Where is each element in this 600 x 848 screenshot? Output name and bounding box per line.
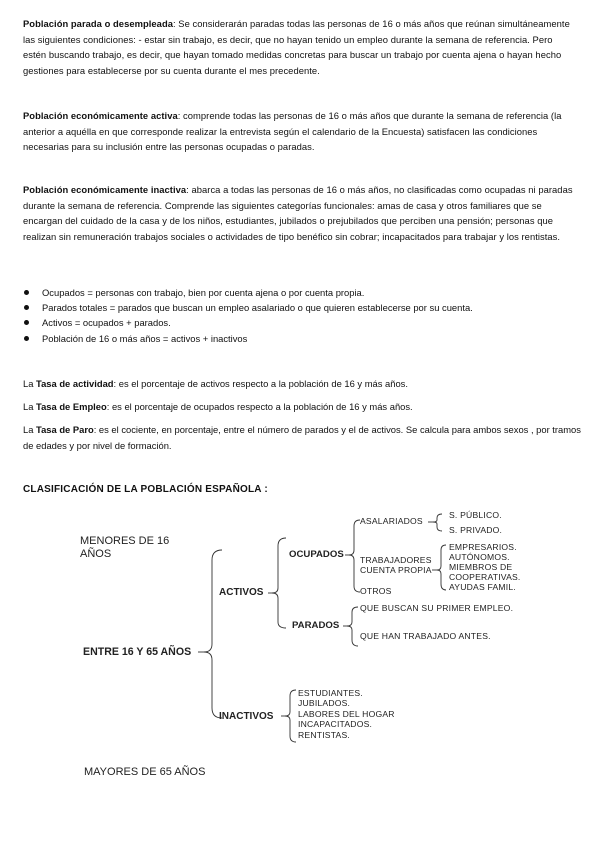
rate-prefix: La	[23, 401, 37, 412]
list-item-text: Ocupados = personas con trabajo, bien por cuenta ajena o por cuenta propia.	[42, 287, 365, 298]
cooperativas-label: COOPERATIVAS.	[449, 572, 521, 582]
main-bracket	[204, 550, 222, 718]
labores-label: LABORES DEL HOGAR	[298, 709, 395, 719]
list-item-text: Activos = ocupados + parados.	[42, 317, 171, 329]
asalariados-label: ASALARIADOS	[360, 516, 423, 526]
autonomos-label: AUTÓNOMOS.	[449, 552, 510, 562]
cuenta-propia-bracket	[437, 545, 446, 590]
bullet-icon	[24, 305, 29, 310]
estudiantes-label: ESTUDIANTES.	[298, 688, 363, 698]
activos-bracket	[272, 538, 286, 628]
incapacitados-label: INCAPACITADOS.	[298, 719, 373, 729]
asalariados-bracket	[433, 514, 442, 531]
definition-activa	[23, 108, 575, 155]
rate-actividad	[23, 376, 583, 392]
term: Población económicamente activa	[23, 110, 178, 121]
rate-paro	[23, 422, 583, 453]
trabajadores-label: TRABAJADORES	[360, 555, 432, 565]
activos-label: ACTIVOS	[219, 587, 264, 598]
diagram-title: CLASIFICACIÓN DE LA POBLACIÓN ESPAÑOLA :	[23, 484, 268, 495]
mayores-label: MAYORES DE 65 AÑOS	[84, 766, 206, 778]
parados-bracket	[347, 607, 358, 646]
rate-empleo	[23, 399, 583, 415]
parados-label: PARADOS	[292, 620, 340, 631]
ocupados-label: OCUPADOS	[289, 549, 344, 560]
rate-text: : es el cociente, en porcentaje, entre el número de parados y el de activos. Se calcula para ambos sexos , por tramos de edades y por nivel de formación.	[23, 424, 581, 451]
rate-text: : es el porcentaje de ocupados respecto a la población de 16 y más años.	[106, 401, 413, 412]
list-item	[23, 300, 583, 315]
term: Población parada o desempleada	[23, 18, 173, 29]
inactivos-label: INACTIVOS	[219, 711, 274, 722]
menores-label-2: AÑOS	[80, 548, 112, 560]
ocupados-bracket	[349, 520, 360, 592]
han-trabajado-label: QUE HAN TRABAJADO ANTES.	[360, 631, 491, 641]
term: Población económicamente inactiva	[23, 184, 187, 195]
list-item	[23, 331, 583, 346]
term: Tasa de Paro	[36, 424, 94, 435]
list-item-text: Parados totales = parados que buscan un empleo asalariado o que quieren establecerse por su cuenta.	[42, 302, 473, 314]
jubilados-label: JUBILADOS.	[298, 698, 351, 708]
inactivos-bracket	[285, 690, 296, 742]
menores-label: MENORES DE 16	[80, 535, 170, 547]
rate-prefix: La	[23, 378, 37, 389]
otros-label: OTROS	[360, 586, 392, 596]
definition-text: : comprende todas las personas de 16 o más años que durante la semana de referencia (la anterior a aquélla en que corresponde realizar la entrevista según el calendario de la Encuesta) satisfacen las condiciones necesarias para su inclusión entre las personas ocupadas o paradas.	[23, 110, 562, 153]
term: Tasa de Empleo	[36, 401, 107, 412]
empresarios-label: EMPRESARIOS.	[449, 542, 517, 552]
rate-prefix: La	[23, 424, 37, 435]
definition-text: : abarca a todas las personas de 16 o más años, no clasificadas como ocupadas ni paradas durante la semana de referencia. Comprende las siguientes categorías funcionales: amas de casa y otros familiares que se encargan del cuidado de la casa y de los niños, estudiantes, jubilados o prejubilados que perciben una pensión; personas que realizan sin remuneración trabajos sociales o actividades de tipo benéfico sin cobrar; incapacitados para trabajar y los rentistas.	[23, 184, 573, 242]
bullet-icon	[24, 320, 29, 325]
bullet-list	[23, 285, 583, 346]
list-item	[23, 285, 583, 300]
bullet-icon	[24, 290, 29, 295]
definition-parada	[23, 16, 575, 78]
rentistas-label: RENTISTAS.	[298, 730, 350, 740]
cuenta-propia-label: CUENTA PROPIA	[360, 565, 432, 575]
term: Tasa de actividad	[36, 378, 114, 389]
bullet-icon	[24, 336, 29, 341]
primer-empleo-label: QUE BUSCAN SU PRIMER EMPLEO.	[360, 603, 514, 613]
definition-inactiva	[23, 182, 575, 244]
list-item	[23, 315, 583, 330]
s-privado-label: S. PRIVADO.	[449, 525, 503, 535]
list-item-text: Población de 16 o más años = activos + inactivos	[42, 332, 248, 344]
s-publico-label: S. PÚBLICO.	[449, 510, 502, 520]
ayudas-label: AYUDAS FAMIL.	[449, 582, 516, 592]
miembros-label: MIEMBROS DE	[449, 562, 513, 572]
rate-text: : es el porcentaje de activos respecto a la población de 16 y más años.	[113, 378, 408, 389]
entre-label: ENTRE 16 Y 65 AÑOS	[83, 646, 192, 658]
definition-text: : Se considerarán paradas todas las personas de 16 o más años que reúnan simultáneamente las siguientes condiciones: - estar sin trabajo, es decir, que no hayan tenido un empleo durante la semana de referencia. Pero estén buscando trabajo, es decir, que hayan tomado medidas concretas para buscar un trabajo por cuenta ajena o hayan hecho gestiones para establecerse por su cuenta durante el mes precedente.	[23, 18, 570, 76]
